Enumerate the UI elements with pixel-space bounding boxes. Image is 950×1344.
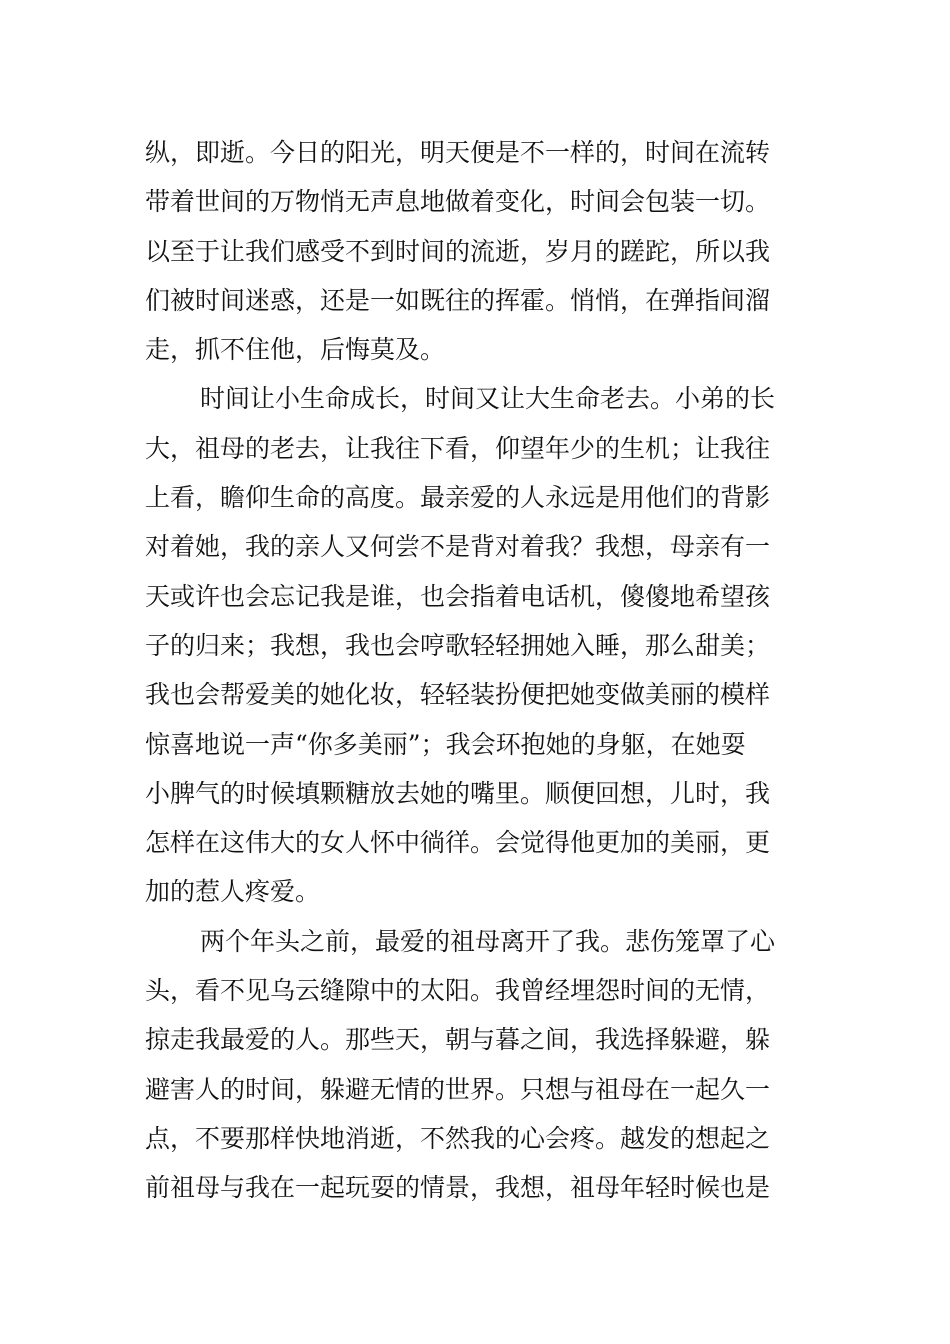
- text-line: 子的归来；我想，我也会哼歌轻轻拥她入睡，那么甜美；: [145, 630, 771, 660]
- text-line: 两个年头之前，最爱的祖母离开了我。悲伤笼罩了心: [200, 926, 776, 956]
- text-line: 加的惹人疼爱。: [145, 877, 321, 907]
- text-line: 时间让小生命成长，时间又让大生命老去。小弟的长: [200, 384, 776, 414]
- text-line: 们被时间迷惑，还是一如既往的挥霍。悄悄，在弹指间溜: [145, 285, 771, 315]
- text-line: 头，看不见乌云缝隙中的太阳。我曾经埋怨时间的无情，: [145, 976, 771, 1006]
- body-text: [145, 128, 810, 1213]
- text-line: 避害人的时间，躲避无情的世界。只想与祖母在一起久一: [145, 1074, 771, 1104]
- text-line: 天或许也会忘记我是谁，也会指着电话机，傻傻地希望孩: [145, 581, 771, 611]
- text-line: 前祖母与我在一起玩耍的情景，我想，祖母年轻时候也是: [145, 1173, 771, 1203]
- text-line: 对着她，我的亲人又何尝不是背对着我？我想，母亲有一: [145, 532, 771, 562]
- text-line: 惊喜地说一声“你多美丽”；我会环抱她的身躯，在她耍: [145, 729, 746, 759]
- text-line: 走，抓不住他，后悔莫及。: [145, 335, 446, 365]
- text-line: 点，不要那样快地消逝，不然我的心会疼。越发的想起之: [145, 1123, 771, 1153]
- text-line: 以至于让我们感受不到时间的流逝，岁月的蹉跎，所以我: [145, 236, 771, 266]
- text-line: 怎样在这伟大的女人怀中徜徉。会觉得他更加的美丽，更: [145, 828, 771, 858]
- text-line: 纵，即逝。今日的阳光，明天便是不一样的，时间在流转: [145, 138, 771, 167]
- text-line: 我也会帮爱美的她化妆，轻轻装扮便把她变做美丽的模样: [145, 680, 771, 710]
- text-line: 带着世间的万物悄无声息地做着变化，时间会包装一切。: [145, 187, 771, 217]
- text-line: 大，祖母的老去，让我往下看，仰望年少的生机；让我往: [145, 433, 771, 463]
- text-line: 上看，瞻仰生命的高度。最亲爱的人永远是用他们的背影: [145, 483, 771, 513]
- text-line: 掠走我最爱的人。那些天，朝与暮之间，我选择躲避，躲: [145, 1025, 771, 1055]
- text-line: 小脾气的时候填颗糖放去她的嘴里。顺便回想，儿时，我: [145, 778, 771, 808]
